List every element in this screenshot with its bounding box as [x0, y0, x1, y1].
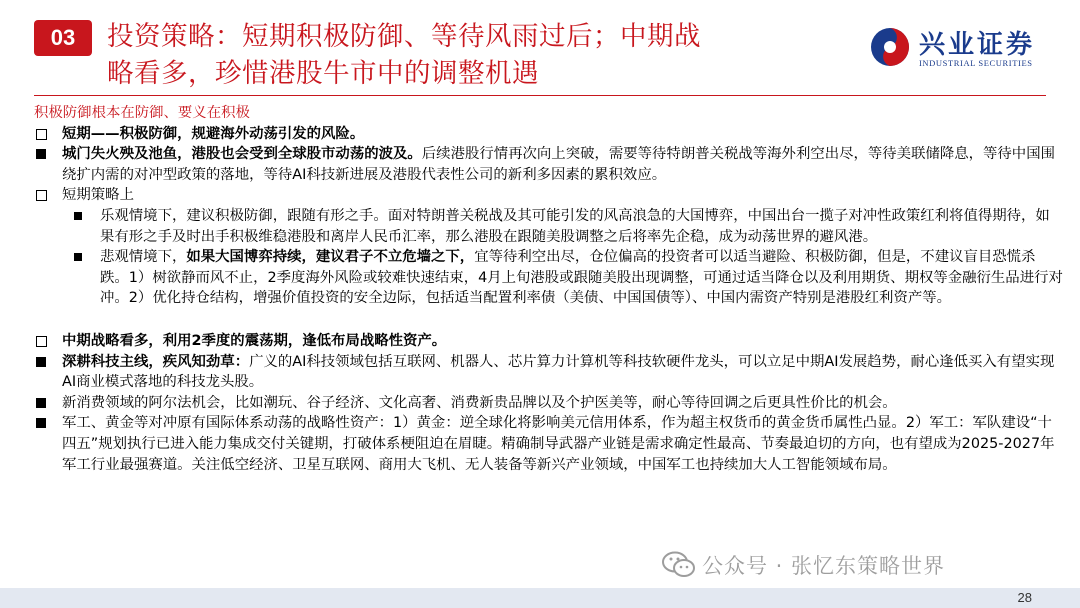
short-term-heading: 短期——积极防御，规避海外动荡引发的风险。	[62, 125, 365, 142]
header-divider	[34, 95, 1046, 96]
contagion-bold: 城门失火殃及池鱼，港股也会受到全球股市动荡的波及。	[62, 146, 422, 163]
short-strategy-heading: 短期策略上	[62, 187, 134, 204]
consumption-text: 新消费领域的阿尔法机会，比如潮玩、谷子经济、文化高奢、消费新贵品牌以及个护医美等，耐心等待回调之后更具性价比的机会。	[62, 394, 897, 411]
title-line-1: 投资策略：短期积极防御、等待风雨过后；中期战	[107, 21, 701, 52]
mid-term-heading: 中期战略看多，利用2季度的震荡期，逢低布局战略性资产。	[62, 332, 447, 349]
bullet-tech	[34, 352, 1064, 393]
tech-text: 广义的AI科技领域包括互联网、机器人、芯片算力计算机等科技软硬件龙头，可以立足中期AI发展趋势，耐心逢低买入有望实现AI商业模式落地的科技龙头股。	[62, 353, 1055, 391]
hollow-square-bullet-icon	[36, 185, 56, 208]
spacer	[34, 309, 1064, 331]
wechat-icon	[662, 550, 696, 580]
section-subheading: 积极防御根本在防御、要义在积极	[34, 105, 250, 121]
company-logo	[869, 24, 1059, 74]
optimistic-text: 乐观情境下，建议积极防御，跟随有形之手。面对特朗普关税战及其可能引发的风高浪急的大国博弈，中国出台一揽子对冲性政策红利将值得期待，如果有形之手及时出手积极维稳港股和离岸人民币汇率，那么港股在跟随美股调整之后将率先企稳，成为动荡世界的避风港。	[100, 207, 1050, 245]
bullet-optimistic	[34, 206, 1064, 247]
filled-square-bullet-icon	[36, 413, 56, 435]
section-number-badge: 03	[34, 20, 92, 56]
hollow-square-bullet-icon	[36, 331, 56, 354]
filled-square-bullet-icon	[36, 352, 56, 374]
pessimistic-bold: 如果大国博弈持续，建议君子不立危墙之下，	[186, 249, 475, 266]
tech-bold: 深耕科技主线，疾风知劲草：	[62, 353, 250, 370]
pessimistic-lead: 悲观情境下，	[100, 249, 187, 266]
bullet-pessimistic	[34, 247, 1064, 309]
contagion-text: 后续港股行情再次向上突破，需要等待特朗普关税战等海外利空出尽，等待美联储降息，等待中国围绕扩内需的对冲型政策的落地，等待AI科技新进展及港股代表性公司的新利多因素的累积效应。	[62, 146, 1055, 183]
title-line-2: 略看多，珍惜港股牛市中的调整机遇	[107, 58, 539, 89]
watermark	[662, 548, 945, 582]
small-square-bullet-icon	[74, 206, 94, 227]
page-number: 28	[1017, 590, 1032, 605]
footer-bar	[0, 588, 1080, 608]
page-title	[107, 18, 827, 92]
logo-name-en: INDUSTRIAL SECURITIES	[919, 58, 1033, 68]
bullet-short-term	[34, 124, 1064, 145]
main-content	[34, 103, 1064, 475]
pessimistic-text: 宜等待利空出尽，仓位偏高的投资者可以适当避险、积极防御，但是，不建议盲目恐慌杀跌。1）树欲静而风不止，2季度海外风险或较难快速结束，4月上旬港股或跟随美股出现调整，可通过适当降仓以及利用期货、期权等金融衍生品进行对冲。2）优化持仓结构，增强价值投资的安全边际，包括适当配置利率债（美债、中国国债等）、中国内需资产特别是港股红利资产等。	[100, 249, 1063, 307]
filled-square-bullet-icon	[36, 393, 56, 415]
watermark-text: 公众号 · 张忆东策略世界	[702, 554, 946, 578]
logo-mark-icon	[869, 26, 911, 68]
filled-square-bullet-icon	[36, 144, 56, 166]
small-square-bullet-icon	[74, 247, 94, 268]
bullet-defense-gold	[34, 413, 1064, 475]
logo-name-cn: 兴业证券	[919, 30, 1036, 60]
bullet-contagion	[34, 144, 1064, 185]
bullet-consumption	[34, 393, 1064, 414]
bullet-short-strategy	[34, 185, 1064, 206]
hollow-square-bullet-icon	[36, 124, 56, 147]
bullet-mid-term	[34, 331, 1064, 352]
defense-gold-text: 军工、黄金等对冲原有国际体系动荡的战略性资产：1）黄金：逆全球化将影响美元信用体系，作为超主权货币的黄金货币属性凸显。2）军工：军队建设“十四五”规划执行已进入能力集成交付关键期，打破体系梗阻迫在眉睫。精确制导武器产业链是需求确定性最高、节奏最迫切的方向，也有望成为2025-2027年军工行业最强赛道。关注低空经济、卫星互联网、商用大飞机、无人装备等新兴产业领域，中国军工也持续加大人工智能领域布局。	[62, 415, 1055, 473]
